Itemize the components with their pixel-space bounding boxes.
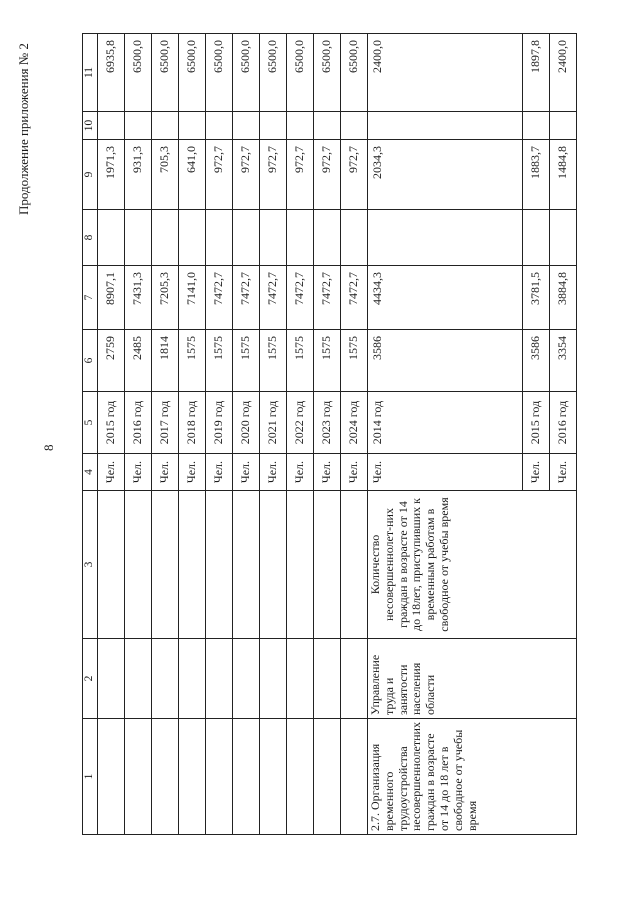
value-cell: 972,7 (341, 140, 368, 210)
col-header: 11 (83, 34, 98, 112)
empty-cell (206, 491, 233, 639)
col-header: 7 (83, 266, 98, 330)
empty-cell (341, 491, 368, 639)
value-cell (550, 210, 577, 266)
value-cell (287, 210, 314, 266)
value-cell: 931,3 (125, 140, 152, 210)
unit-cell: Чел. (260, 454, 287, 491)
value-cell (98, 210, 125, 266)
value-cell: 6500,0 (341, 34, 368, 112)
header-row (83, 34, 98, 835)
value-cell (152, 112, 179, 140)
table-row (233, 34, 260, 835)
table-row (125, 34, 152, 835)
value-cell (523, 210, 550, 266)
page-number: 8 (41, 444, 56, 451)
value-cell (368, 112, 523, 140)
unit-cell: Чел. (287, 454, 314, 491)
value-cell: 1575 (341, 330, 368, 392)
col-header: 2 (83, 639, 98, 719)
value-cell (341, 112, 368, 140)
value-cell (206, 210, 233, 266)
unit-cell: Чел. (550, 454, 577, 491)
empty-cell (233, 639, 260, 719)
year-cell: 2015 год (98, 392, 125, 454)
value-cell: 6935,8 (98, 34, 125, 112)
year-cell: 2023 год (314, 392, 341, 454)
value-cell (98, 112, 125, 140)
empty-cell (314, 639, 341, 719)
value-cell: 1883,7 (523, 140, 550, 210)
value-cell: 6500,0 (125, 34, 152, 112)
empty-cell (179, 719, 206, 835)
value-cell: 1897,8 (523, 34, 550, 112)
empty-cell (125, 491, 152, 639)
empty-cell (152, 719, 179, 835)
col-header: 3 (83, 491, 98, 639)
value-cell: 641,0 (179, 140, 206, 210)
value-cell (314, 112, 341, 140)
empty-cell (98, 491, 125, 639)
value-cell: 7472,7 (314, 266, 341, 330)
year-cell: 2021 год (260, 392, 287, 454)
year-cell: 2020 год (233, 392, 260, 454)
value-cell (125, 112, 152, 140)
value-cell: 972,7 (314, 140, 341, 210)
unit-cell: Чел. (125, 454, 152, 491)
unit-cell: Чел. (152, 454, 179, 491)
value-cell: 1575 (260, 330, 287, 392)
unit-cell: Чел. (98, 454, 125, 491)
table-row (152, 34, 179, 835)
value-cell: 6500,0 (314, 34, 341, 112)
value-cell: 3781,5 (523, 266, 550, 330)
empty-cell (260, 491, 287, 639)
value-cell: 2034,3 (368, 140, 523, 210)
empty-cell (260, 719, 287, 835)
value-cell: 7472,7 (341, 266, 368, 330)
col-header: 1 (83, 719, 98, 835)
value-cell: 6500,0 (287, 34, 314, 112)
value-cell (287, 112, 314, 140)
col-header: 5 (83, 392, 98, 454)
value-cell (368, 210, 523, 266)
year-cell: 2024 год (341, 392, 368, 454)
empty-cell (125, 719, 152, 835)
year-cell: 2015 год (523, 392, 550, 454)
empty-cell (206, 639, 233, 719)
value-cell (260, 112, 287, 140)
empty-cell (233, 491, 260, 639)
value-cell: 6500,0 (179, 34, 206, 112)
table-row (314, 34, 341, 835)
value-cell: 7205,3 (152, 266, 179, 330)
value-cell: 3586 (523, 330, 550, 392)
value-cell: 7472,7 (233, 266, 260, 330)
value-cell (179, 210, 206, 266)
value-cell: 7472,7 (260, 266, 287, 330)
unit-cell: Чел. (233, 454, 260, 491)
value-cell: 1575 (314, 330, 341, 392)
value-cell: 2400,0 (368, 34, 523, 112)
value-cell: 1575 (287, 330, 314, 392)
value-cell: 705,3 (152, 140, 179, 210)
empty-cell (152, 491, 179, 639)
value-cell (233, 112, 260, 140)
value-cell: 7472,7 (287, 266, 314, 330)
col-header: 6 (83, 330, 98, 392)
unit-cell: Чел. (523, 454, 550, 491)
unit-cell: Чел. (314, 454, 341, 491)
executor-cell: Управление труда и занятости населения области (368, 639, 577, 719)
empty-cell (287, 639, 314, 719)
empty-cell (179, 491, 206, 639)
year-cell: 2014 год (368, 392, 523, 454)
budget-table (82, 33, 577, 835)
indicator-cell: Количество несовершеннолет-них граждан в возрасте от 14 до 18лет, приступивших к временным работам в свободное от учебы время (368, 491, 577, 639)
empty-cell (260, 639, 287, 719)
table-row (368, 34, 523, 835)
value-cell: 7141,0 (179, 266, 206, 330)
value-cell: 2759 (98, 330, 125, 392)
empty-cell (206, 719, 233, 835)
value-cell: 6500,0 (152, 34, 179, 112)
value-cell: 1575 (206, 330, 233, 392)
value-cell (125, 210, 152, 266)
value-cell (206, 112, 233, 140)
empty-cell (98, 639, 125, 719)
empty-cell (341, 639, 368, 719)
appendix-title: Продолжение приложения № 2 (16, 43, 31, 215)
value-cell: 1814 (152, 330, 179, 392)
value-cell: 972,7 (287, 140, 314, 210)
value-cell: 3354 (550, 330, 577, 392)
table-row (287, 34, 314, 835)
value-cell (260, 210, 287, 266)
value-cell: 6500,0 (260, 34, 287, 112)
value-cell: 6500,0 (206, 34, 233, 112)
value-cell: 7472,7 (206, 266, 233, 330)
value-cell: 972,7 (260, 140, 287, 210)
empty-cell (287, 719, 314, 835)
value-cell: 2400,0 (550, 34, 577, 112)
value-cell: 6500,0 (233, 34, 260, 112)
empty-cell (287, 491, 314, 639)
value-cell: 2485 (125, 330, 152, 392)
empty-cell (314, 719, 341, 835)
col-header: 8 (83, 210, 98, 266)
col-header: 10 (83, 112, 98, 140)
table-row (98, 34, 125, 835)
value-cell (314, 210, 341, 266)
year-cell: 2019 год (206, 392, 233, 454)
value-cell: 1484,8 (550, 140, 577, 210)
col-header: 4 (83, 454, 98, 491)
year-cell: 2016 год (550, 392, 577, 454)
value-cell (523, 112, 550, 140)
value-cell (550, 112, 577, 140)
empty-cell (233, 719, 260, 835)
value-cell: 1971,3 (98, 140, 125, 210)
table-row (179, 34, 206, 835)
value-cell (341, 210, 368, 266)
value-cell: 972,7 (233, 140, 260, 210)
value-cell: 1575 (233, 330, 260, 392)
value-cell: 3884,8 (550, 266, 577, 330)
table-row (260, 34, 287, 835)
year-cell: 2022 год (287, 392, 314, 454)
value-cell: 972,7 (206, 140, 233, 210)
value-cell (179, 112, 206, 140)
unit-cell: Чел. (368, 454, 523, 491)
empty-cell (98, 719, 125, 835)
year-cell: 2017 год (152, 392, 179, 454)
unit-cell: Чел. (341, 454, 368, 491)
value-cell (233, 210, 260, 266)
empty-cell (179, 639, 206, 719)
value-cell: 8907,1 (98, 266, 125, 330)
empty-cell (125, 639, 152, 719)
value-cell: 3586 (368, 330, 523, 392)
table-row (341, 34, 368, 835)
empty-cell (341, 719, 368, 835)
year-cell: 2016 год (125, 392, 152, 454)
year-cell: 2018 год (179, 392, 206, 454)
col-header: 9 (83, 140, 98, 210)
value-cell: 7431,3 (125, 266, 152, 330)
value-cell: 4434,3 (368, 266, 523, 330)
section-title-cell: 2.7. Организация временного трудоустройства несовершеннолетних граждан в возрасте от 14 до 18 лет в свободное от учебы время (368, 719, 577, 835)
unit-cell: Чел. (179, 454, 206, 491)
empty-cell (152, 639, 179, 719)
unit-cell: Чел. (206, 454, 233, 491)
value-cell: 1575 (179, 330, 206, 392)
table-row (206, 34, 233, 835)
empty-cell (314, 491, 341, 639)
value-cell (152, 210, 179, 266)
